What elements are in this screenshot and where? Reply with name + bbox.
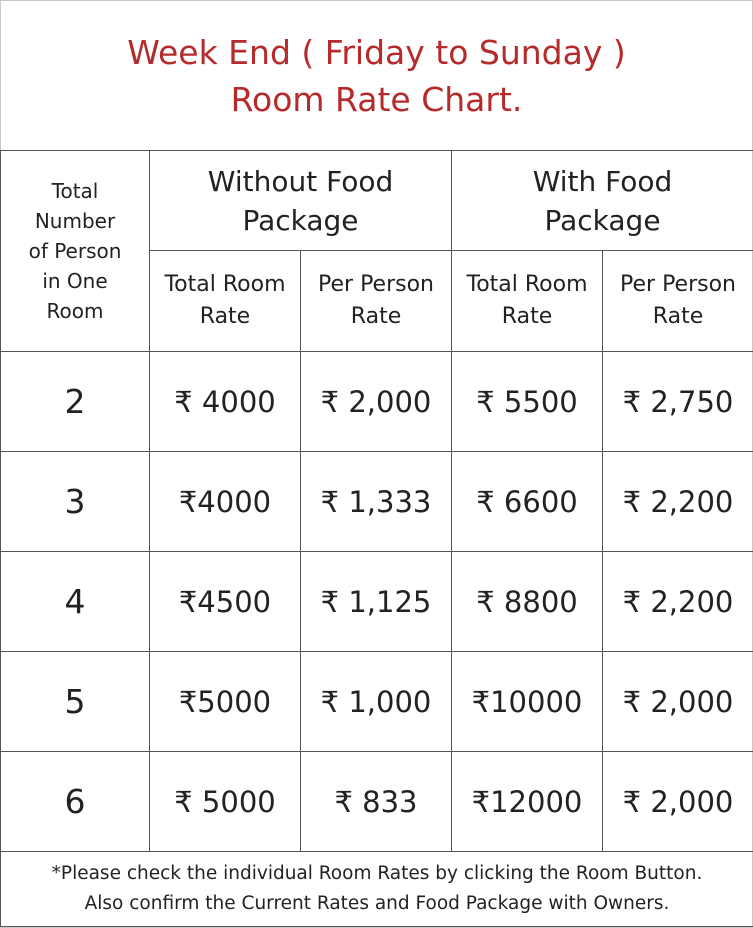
sub-header-line: Per Person <box>620 272 736 297</box>
table-row <box>1 652 753 752</box>
rate-cell: ₹5000 <box>150 652 301 752</box>
footnote-line-2: Also confirm the Current Rates and Food Package with Owners. <box>84 893 670 914</box>
persons-cell: 5 <box>1 652 150 752</box>
persons-cell: 3 <box>1 452 150 552</box>
rate-cell: ₹ 5500 <box>452 352 603 452</box>
with-food-per-person-header <box>603 251 753 352</box>
without-food-total-rate-header <box>150 251 301 352</box>
sub-header-line: Total Room <box>466 272 588 297</box>
table-row <box>1 352 753 452</box>
rate-cell: ₹ 2,200 <box>603 452 753 552</box>
without-food-group-header <box>150 151 452 251</box>
sub-header-line: Rate <box>199 304 251 329</box>
rate-cell: ₹ 2,000 <box>301 352 452 452</box>
title-line-1: Week End ( Friday to Sunday ) <box>127 33 626 72</box>
sub-header-line: Total Room <box>164 272 286 297</box>
sub-header-line: Rate <box>501 304 553 329</box>
persons-header-line: in One <box>42 269 108 293</box>
sub-header-line: Per Person <box>318 272 434 297</box>
rate-cell: ₹ 4000 <box>150 352 301 452</box>
rate-cell: ₹ 2,000 <box>603 752 753 852</box>
persons-header-line: Room <box>46 299 104 323</box>
persons-header-line: Number <box>34 209 116 233</box>
footnote-line-1: *Please check the individual Room Rates by clicking the Room Button. <box>51 863 703 884</box>
rate-cell: ₹ 6600 <box>452 452 603 552</box>
rate-cell: ₹10000 <box>452 652 603 752</box>
rate-cell: ₹ 1,333 <box>301 452 452 552</box>
without-food-per-person-header <box>301 251 452 352</box>
rate-cell: ₹ 2,200 <box>603 552 753 652</box>
rate-cell: ₹ 833 <box>301 752 452 852</box>
table-row <box>1 752 753 852</box>
rate-cell: ₹12000 <box>452 752 603 852</box>
group-header-line: With Food <box>532 164 673 198</box>
persons-header-line: Total <box>51 179 99 203</box>
group-header-row <box>1 151 753 251</box>
sub-header-line: Rate <box>350 304 402 329</box>
with-food-total-rate-header <box>452 251 603 352</box>
table-row <box>1 552 753 652</box>
rate-cell: ₹ 5000 <box>150 752 301 852</box>
rate-cell: ₹4500 <box>150 552 301 652</box>
persons-cell: 6 <box>1 752 150 852</box>
title-line-2: Room Rate Chart. <box>230 80 523 119</box>
persons-cell: 2 <box>1 352 150 452</box>
rate-cell: ₹4000 <box>150 452 301 552</box>
rate-cell: ₹ 8800 <box>452 552 603 652</box>
rate-cell: ₹ 2,000 <box>603 652 753 752</box>
group-header-line: Package <box>242 203 359 237</box>
rate-cell: ₹ 2,750 <box>603 352 753 452</box>
title-block <box>1 1 752 151</box>
persons-cell: 4 <box>1 552 150 652</box>
persons-header-line: of Person <box>28 239 122 263</box>
group-header-line: Without Food <box>207 164 394 198</box>
persons-column-header <box>1 151 150 352</box>
note-row <box>1 852 753 927</box>
footnote <box>1 852 753 927</box>
table-row <box>1 452 753 552</box>
room-rate-table <box>0 150 753 927</box>
rate-cell: ₹ 1,000 <box>301 652 452 752</box>
group-header-line: Package <box>544 203 661 237</box>
rate-cell: ₹ 1,125 <box>301 552 452 652</box>
with-food-group-header <box>452 151 753 251</box>
sub-header-line: Rate <box>652 304 704 329</box>
